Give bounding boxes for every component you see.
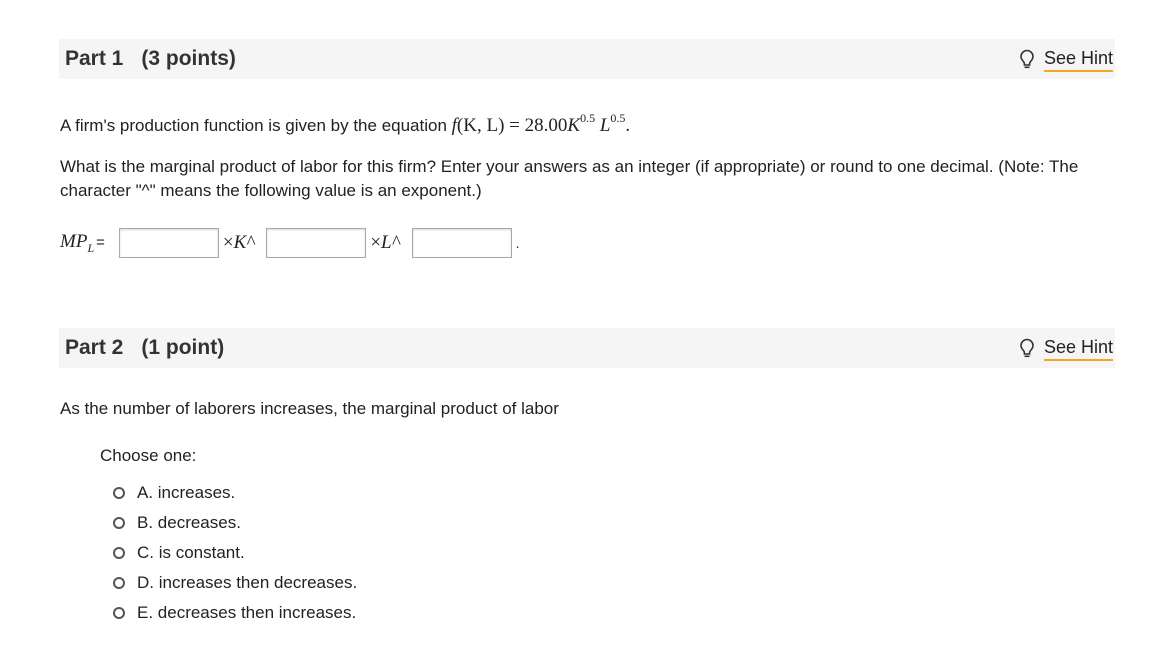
choice-a[interactable] [113,478,357,508]
lightbulb-icon [1018,338,1036,358]
choice-c[interactable] [113,538,357,568]
func-coefficient: = 28.00 [504,115,568,136]
answer-period: . [515,235,520,251]
production-function [451,111,631,136]
k-caret: K^ [233,232,255,253]
lightbulb-icon [1018,49,1036,69]
radio-button-e[interactable] [113,607,125,619]
func-l-exponent: 0.5 [610,111,626,125]
part2-points: (1 point) [141,336,225,359]
mpl-text: MP [60,230,88,252]
mpl-coefficient-input[interactable] [119,228,219,258]
choice-b[interactable] [113,508,357,538]
func-period: . [625,115,631,136]
mpl-label [60,231,105,256]
part1-question: What is the marginal product of labor for this firm? Enter your answers as an integer (if appropriate) or round to one decimal. (Note: The character "^" means the following value is an exponent.) [60,157,1079,200]
func-args: (K, L) [456,115,505,136]
times-k-label [223,232,254,254]
radio-button-d[interactable] [113,577,125,589]
radio-button-b[interactable] [113,517,125,529]
part2-hint-label: See Hint [1044,336,1113,361]
radio-button-c[interactable] [113,547,125,559]
choice-a-label: A. increases. [137,483,236,502]
choose-one-label: Choose one: [100,446,197,465]
mpl-equals: = [96,233,105,251]
func-k-exponent: 0.5 [580,111,596,125]
part1-header [59,39,1115,79]
func-f: f [451,115,457,136]
part1-see-hint-button[interactable] [1018,47,1113,72]
radio-button-a[interactable] [113,487,125,499]
l-caret: L^ [381,232,400,253]
intro-text: A firm's production function is given by the equation [60,116,452,135]
choice-c-label: C. is constant. [137,543,245,562]
choice-d-label: D. increases then decreases. [137,573,358,592]
k-exponent-input[interactable] [266,228,366,258]
func-k: K [567,115,581,136]
part1-hint-label: See Hint [1044,47,1113,72]
times-symbol-l: × [370,232,382,253]
part1-points: (3 points) [141,47,236,70]
func-l: L [599,115,611,136]
part2-label: Part 2 [65,336,124,359]
choice-list [113,478,357,628]
times-l-label [370,232,399,254]
mpl-subscript: L [87,240,95,255]
part1-title [65,47,236,71]
part2-title [65,336,224,360]
choice-e[interactable] [113,598,357,628]
part2-header [59,328,1115,368]
part1-intro [60,106,630,138]
l-exponent-input[interactable] [412,228,512,258]
choice-e-label: E. decreases then increases. [137,603,357,622]
part2-question: As the number of laborers increases, the marginal product of labor [60,399,559,418]
choice-b-label: B. decreases. [137,513,241,532]
part2-see-hint-button[interactable] [1018,336,1113,361]
mpl-answer-row [60,228,520,258]
part1-label: Part 1 [65,47,124,70]
times-symbol-k: × [222,232,234,253]
choice-d[interactable] [113,568,357,598]
